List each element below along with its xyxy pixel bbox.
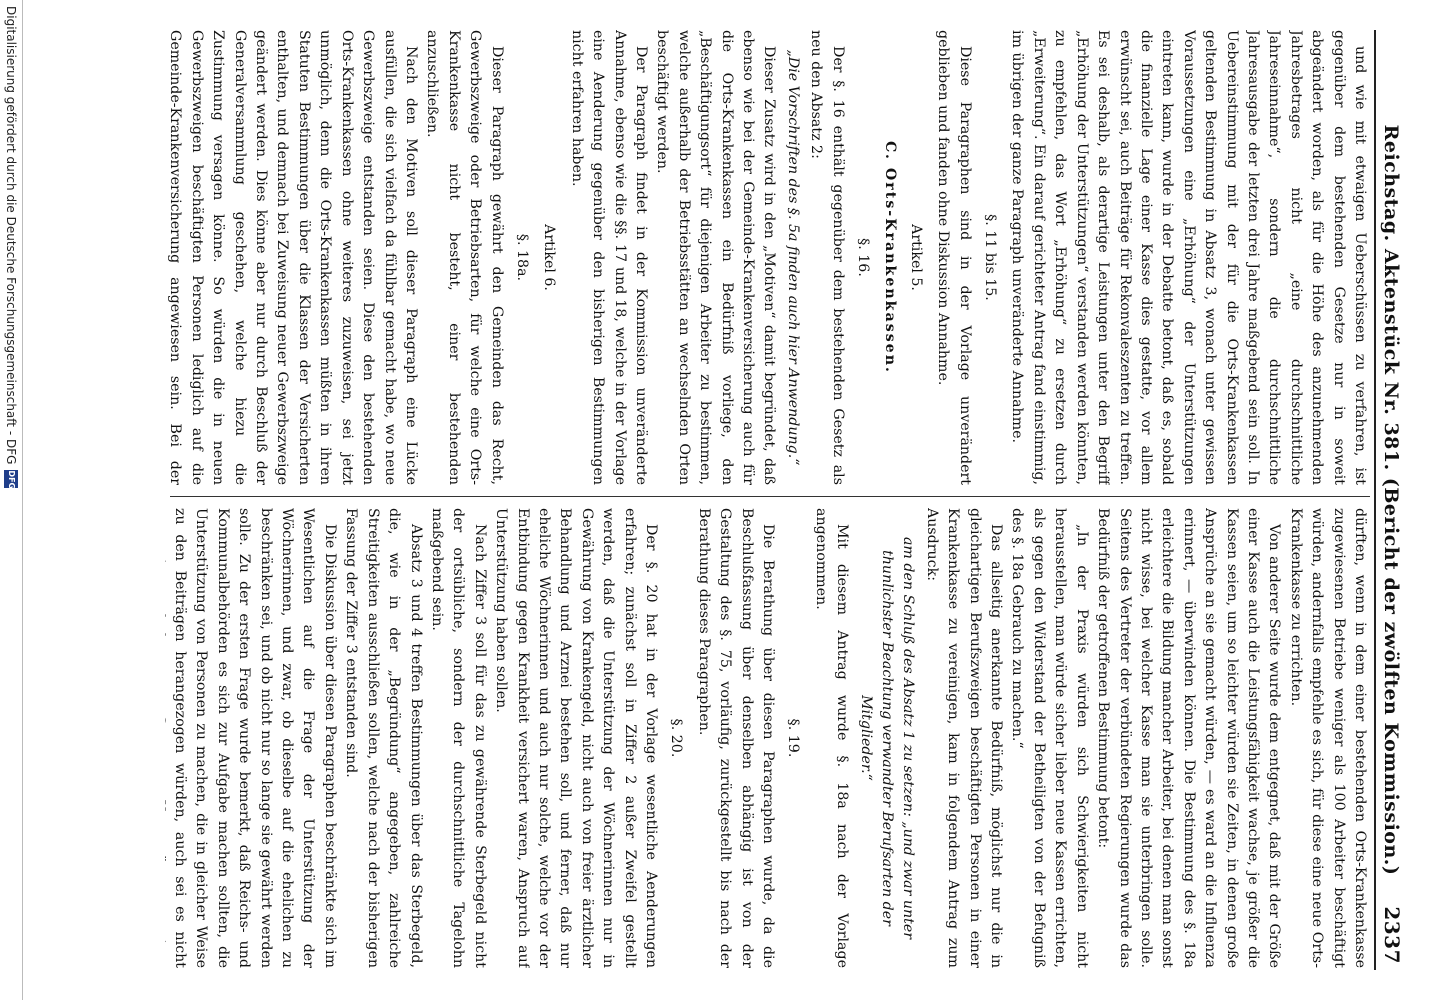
paragraph: Die Berathung über diesen Paragraphen wurde, da die Beschlußfassung über denselben abhängig ist von der Gestaltung des §. 75, vorläufig, zurückgestellt bis nach der Berathung dieses Paragraphen. [695,508,777,968]
paragraph: Der Paragraph findet in der Kommission unveränderte Annahme, ebenso wie die §§. 17 und 18, welche in der Vorlage eine Aenderung gegenüber den bisherigen Bestimmungen nicht erfahren haben. [568,30,649,485]
page-number: 2337 [1380,906,1404,964]
paragraph: Nach Ziffer 3 soll für das zu gewährende Sterbegeld nicht der ortsübliche, sondern der durchschnittliche Tagelohn maßgebend sein. [428,508,488,968]
quotation: „Die Vorschriften des §. 5a finden auch hier Anwendung.“ [784,49,801,466]
left-column [165,30,1370,485]
section-heading: §. 20. [668,718,685,758]
paragraph: Absatz 3 und 4 treffen Bestimmungen über das Sterbegeld, die, wie in der „Begründung“ angegeben, zahlreiche Streitigkeiten ausschließen sollen, welche nach der bisherigen Fassung der Ziffer 3 entstanden sind. [343,508,424,968]
digitization-footer [0,0,23,1000]
section-heading: §. 11 bis 15. [982,214,999,301]
paragraph: Der §. 20 hat in der Vorlage wesentliche Aenderungen erfahren; zunächst soll in Ziffer 2 außer Zweifel gestellt werden, daß die Unterstützung der Wöchnerinnen nur in Gewährung von Krankengeld, nicht auch von freier ärztlicher Behandlung und Arznei bestehen soll, und ferner, daß nur eheliche Wöchnerinnen und auch nur solche, welche vor der Entbindung gegen Krankheit versichert waren, Anspruch auf Unterstützung haben sollen. [493,508,659,968]
paragraph: und wie mit etwaigen Ueberschüssen zu verfahren, ist gegenüber dem bestehenden Gesetze nur in soweit abgeändert worden, als für die Höhe des anzunehmenden Jahresbetrages nicht „eine durchschnittliche Jahreseinnahme“, sondern die durchschnittliche Jahresausgabe der letzten drei Jahre maßgebend sein soll. In Uebereinstimmung mit der für die Orts-Krankenkassen geltenden Bestimmung in Absatz 3, wonach unter gewissen Voraussetzungen eine „Erhöhung“ der Unterstützungen eintreten kann, wurde in der Debatte betont, daß es, sobald die finanzielle Lage einer Kasse dies gestatte, vor allem erwünscht sei, auch Beiträge für Rekonvaleszenten zu treffen. Es sei deshalb, als derartige Leistungen unter den Begriff „Erhöhung der Unterstützungen“ verstanden werden könnten, zu empfehlen, das Wort „Erhöhung“ zu ersetzen durch „Erweiterung“. Ein darauf gerichteter Antrag fand einstimmig, im übrigen der ganze Paragraph unveränderte Annahme. [1009,30,1368,485]
right-column [165,508,1370,968]
quotation: am den Schluß des Absatz 1 zu setzen: „und zwar unter thunlichster Beachtung verwandter Berufsarten der Mitglieder.“ [857,536,917,940]
running-title: Reichstag. Aktenstück Nr. 381. (Bericht der zwölften Kommission.) [1380,124,1402,876]
section-heading: §. 16. [855,238,872,277]
paragraph: Mit diesem Antrag wurde §. 18a nach der Vorlage angenommen. [812,508,851,968]
paragraph: Dieser Paragraph gewährt den Gemeinden das Recht, Gewerbszweige oder Betriebsarten, für welche eine Orts-Krankenkasse nicht besteht, einer bestehenden anzuschließen. [424,30,505,485]
paragraph: Dieser Zusatz wird in den „Motiven“ damit begründet, daß ebenso wie bei der Gemeinde-Krankenversicherung auch für die Orts-Krankenkassen ein Bedürfniß vorliege, den „Beschäftigungsort“ für diejenigen Arbeiter zu bestimmen, welche außerhalb der Betriebsstätten an wechselnden Orten beschäftigt werden. [654,30,778,485]
article-heading: Artikel 5. [907,224,924,291]
article-heading: Artikel 6. [541,224,558,291]
column-divider [170,496,1370,497]
paragraph: „In der Praxis würden sich Schwierigkeiten nicht herausstellen, man würde sicher lieber neue Kassen errichten, als gegen den Widerstand der Betheiligten von der Befugniß des §. 18a Gebrauch zu machen.“ [1009,508,1090,968]
paragraph: Von anderer Seite wurde dem entgegnet, daß mit der Größe einer Kasse auch die Leistungsfähigkeit wachse, je größer die Kassen seien, um so leichter würden sie Zeiten, in denen große Ansprüche an sie gemacht würden, — es ward an die Influenza erinnert, — überwinden können. Die Bestimmung des §. 18a erleichtere die Bildung mancher Arbeiter, bei denen man sonst nicht wisse, bei welcher Kasse man sie unterbringen solle. Seitens des Vertreter der verbündeten Regierungen wurde das Bedürfniß der getroffenen Bestimmung betont: [1095,508,1283,968]
paragraph: Das allseitig anerkannte Bedürfniß, möglichst nur die in gleichartigen Berufszweigen beschäftigten Personen in einer Krankenkasse zu vereinigen, kam in folgendem Antrag zum Ausdruck: [923,508,1005,968]
footer-text: Digitalisierung gefördert durch die Deutsche Forschungsgemeinschaft - DFG [4,6,18,465]
paragraph: Nach den Motiven soll dieser Paragraph eine Lücke ausfüllen, die sich vielfach da fühlbar gemacht habe, wo neue Gewerbszweige entstanden seien. Diese den bestehenden Orts-Krankenkassen ohne weiteres zuzuweisen, sei jetzt unmöglich, denn die Orts-Krankenkassen müßten in ihren Statuten Bestimmungen über die Klassen der Versicherten enthalten, und demnach bei Zuweisung neuer Gewerbszweige geändert werden. Dies könne aber nur durch Beschluß der Generalversammlung geschehen, welche hiezu die Zustimmung versagen könne. So würden die in neuen Gewerbszweigen beschäftigten Personen lediglich auf die Gemeinde-Krankenversicherung angewiesen sein. Bei der [167,30,419,485]
dfg-logo: DFG [4,470,18,488]
paragraph: Diese Paragraphen sind in der Vorlage unverändert geblieben und fanden ohne Diskussion Annahme. [935,30,973,485]
section-heading: §. 18a. [513,233,530,282]
page-header [1374,30,1414,970]
paragraph: Der §. 16 enthält gegenüber dem bestehenden Gesetz als neu den Absatz 2: [808,30,846,485]
chapter-heading: C. Orts-Krankenkassen. [882,141,899,374]
paragraph: dürften, wenn in dem einer bestehenden Orts-Krankenkasse zugewiesenen Betriebe weniger als 100 Arbeiter beschäftigt würden, andernfalls empfehle es sich, für diese eine neue Orts-Krankenkasse zu errichten. [1287,508,1368,968]
paragraph: Die Diskussion über diesen Paragraphen beschränkte sich im Wesentlichen auf die Frage der Unterstützung der Wöchnerinnen, und zwar, ob dieselbe auf die ehelichen zu beschränken sei, und ob nicht nur so lange sie gewährt werden solle. Zu der ersten Frage wurde bemerkt, daß Reichs- und Kommunalbehörden es sich zur Aufgabe machen sollten, die Unterstützung von Personen zu machen, die in gleicher Weise zu den Beiträgen herangezogen würden, auch sei es nicht [172,508,338,968]
section-heading: §. 19. [785,718,802,758]
